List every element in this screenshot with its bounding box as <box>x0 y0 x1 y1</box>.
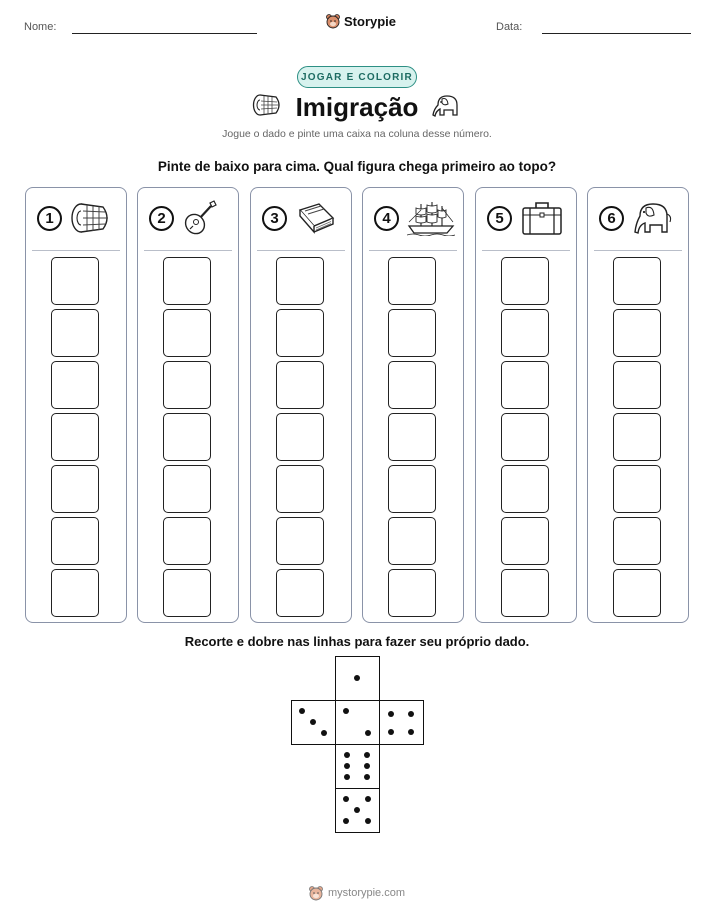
column-number: 3 <box>262 206 287 231</box>
color-box[interactable] <box>613 517 661 565</box>
instruction: Pinte de baixo para cima. Qual figura chega primeiro ao topo? <box>157 159 557 174</box>
color-box[interactable] <box>163 257 211 305</box>
column-number: 5 <box>487 206 512 231</box>
rolled-blanket-icon <box>70 200 112 236</box>
color-box[interactable] <box>388 413 436 461</box>
pip <box>310 719 316 725</box>
pip <box>365 818 371 824</box>
pip <box>299 708 305 714</box>
column-divider <box>144 250 232 251</box>
dice-face-one <box>335 656 380 701</box>
elephant-icon <box>632 200 674 236</box>
pip <box>408 711 414 717</box>
pip <box>354 675 360 681</box>
pip <box>343 818 349 824</box>
color-box[interactable] <box>501 517 549 565</box>
subtitle: Jogue o dado e pinte uma caixa na coluna desse número. <box>222 128 492 140</box>
color-box[interactable] <box>51 309 99 357</box>
pip <box>344 752 350 758</box>
column-divider <box>369 250 457 251</box>
column-3 <box>250 187 352 623</box>
color-box[interactable] <box>388 309 436 357</box>
footer-url[interactable]: mystorypie.com <box>328 887 406 899</box>
page-title: Imigração <box>295 92 419 122</box>
pip <box>364 763 370 769</box>
color-box[interactable] <box>388 569 436 617</box>
suitcase-icon <box>520 200 564 236</box>
color-box[interactable] <box>276 517 324 565</box>
date-line[interactable] <box>542 33 691 34</box>
bear-icon <box>308 885 324 901</box>
color-box[interactable] <box>51 465 99 513</box>
color-box[interactable] <box>276 309 324 357</box>
color-box[interactable] <box>51 517 99 565</box>
dice-instruction: Recorte e dobre nas linhas para fazer seu próprio dado. <box>184 634 530 649</box>
column-divider <box>257 250 345 251</box>
color-box[interactable] <box>163 517 211 565</box>
color-box[interactable] <box>501 309 549 357</box>
color-box[interactable] <box>51 361 99 409</box>
color-box[interactable] <box>51 569 99 617</box>
column-number: 6 <box>599 206 624 231</box>
sailing-ship-icon <box>407 200 455 236</box>
column-divider <box>594 250 682 251</box>
color-box[interactable] <box>501 361 549 409</box>
color-box[interactable] <box>388 361 436 409</box>
column-5 <box>475 187 577 623</box>
color-box[interactable] <box>276 361 324 409</box>
pip <box>343 708 349 714</box>
column-number: 2 <box>149 206 174 231</box>
color-box[interactable] <box>613 257 661 305</box>
dice-face-two <box>335 700 380 745</box>
category-tag: JOGAR E COLORIR <box>297 66 417 88</box>
color-box[interactable] <box>163 309 211 357</box>
color-box[interactable] <box>613 413 661 461</box>
color-box[interactable] <box>613 465 661 513</box>
color-box[interactable] <box>276 465 324 513</box>
color-box[interactable] <box>163 361 211 409</box>
column-divider <box>482 250 570 251</box>
color-box[interactable] <box>501 569 549 617</box>
color-box[interactable] <box>163 569 211 617</box>
color-box[interactable] <box>276 413 324 461</box>
footer <box>308 885 405 901</box>
elephant-icon <box>432 93 462 119</box>
brand-logo <box>325 13 396 29</box>
column-4 <box>362 187 464 623</box>
column-number: 1 <box>37 206 62 231</box>
column-2 <box>137 187 239 623</box>
color-box[interactable] <box>388 465 436 513</box>
pip <box>344 774 350 780</box>
color-box[interactable] <box>51 413 99 461</box>
color-box[interactable] <box>501 413 549 461</box>
color-box[interactable] <box>163 465 211 513</box>
color-box[interactable] <box>501 257 549 305</box>
column-1 <box>25 187 127 623</box>
book-icon <box>295 200 337 236</box>
color-box[interactable] <box>613 361 661 409</box>
color-box[interactable] <box>613 569 661 617</box>
pip <box>365 730 371 736</box>
date-label: Data: <box>496 21 523 33</box>
pip <box>364 752 370 758</box>
dice-face-six <box>335 744 380 789</box>
pip <box>388 729 394 735</box>
name-label: Nome: <box>24 21 57 33</box>
color-box[interactable] <box>276 257 324 305</box>
pip <box>321 730 327 736</box>
color-box[interactable] <box>501 465 549 513</box>
pip <box>343 796 349 802</box>
name-line[interactable] <box>72 33 257 34</box>
bear-icon <box>325 13 341 29</box>
mandolin-icon <box>182 200 224 236</box>
pip <box>365 796 371 802</box>
dice-face-three <box>291 700 336 745</box>
pip <box>388 711 394 717</box>
pip <box>344 763 350 769</box>
pip <box>364 774 370 780</box>
pip <box>408 729 414 735</box>
color-box[interactable] <box>388 257 436 305</box>
color-box[interactable] <box>388 517 436 565</box>
column-6 <box>587 187 689 623</box>
dice-face-five <box>335 788 380 833</box>
color-box[interactable] <box>276 569 324 617</box>
column-divider <box>32 250 120 251</box>
column-number: 4 <box>374 206 399 231</box>
dice-face-four <box>379 700 424 745</box>
pip <box>354 807 360 813</box>
color-box[interactable] <box>163 413 211 461</box>
color-box[interactable] <box>51 257 99 305</box>
color-box[interactable] <box>613 309 661 357</box>
brand-name: Storypie <box>344 13 397 29</box>
